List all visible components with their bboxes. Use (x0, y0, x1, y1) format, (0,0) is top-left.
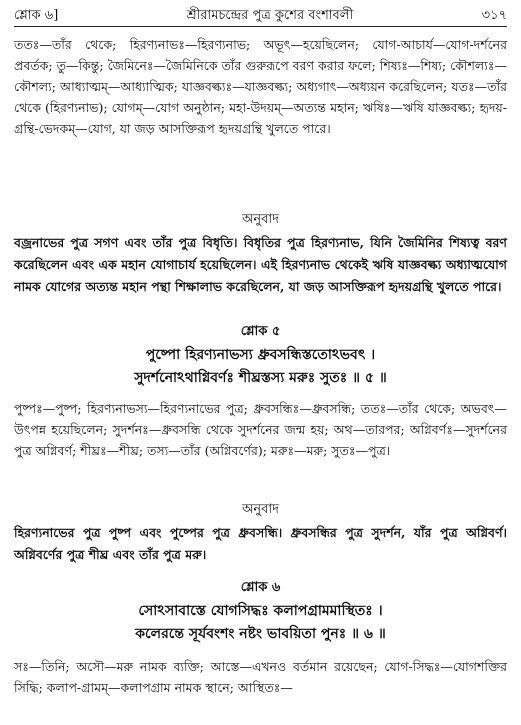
synonyms-verse-6: সঃ—তিনি; অসৌ—মরু নামক ব্যক্তি; আস্তে—এখনও বর্তমান রয়েছেন; যোগ-সিদ্ধঃ—যোগশক্তির সিদ্ধি; কলাপ-গ্রামম্—কলাপগ্রাম নামক স্থানে; আস্থিতঃ— (14, 659, 507, 695)
translation-heading-1: অনুবাদ (242, 212, 279, 227)
translation-text-1: বজ্রনাভের পুত্র সগণ এবং তাঁর পুত্র বিধৃতি। বিধৃতির পুত্র হিরণ্যনাভ, যিনি জৈমিনির শিষ্যত্ব বরণ করেছিলেন এবং এক মহান যোগাচার্য হয়েছিলেন। এই হিরণ্যনাভ থেকেই ঋষি যাজ্ঞবল্ক্য অধ্যাত্মযোগ নামক যোগের অত্যন্ত মহান পন্থা শিক্ষালাভ করেছিলেন, যা জড় আসক্তিরূপ হৃদয়গ্রন্থি খুলতে পারে। (14, 235, 507, 294)
translation-text-2: হিরণ্যনাভের পুত্র পুষ্প এবং পুষ্পের পুত্র ধ্রুবসন্ধি। ধ্রুবসন্ধির পুত্র সুদর্শন, যাঁর পুত্র অগ্নিবর্ণ। অগ্নিবর্ণের পুত্র শীঘ্র এবং তাঁর পুত্র মরু। (14, 525, 507, 562)
header-chapter-title: শ্রীরামচন্দ্রের পুত্র কুশের বংশাবলী (186, 8, 354, 23)
running-header (14, 6, 507, 27)
verse-6-line-2: কলেরন্তে সূর্যবংশং নষ্টং ভাবয়িতা পুনঃ ॥ ৬ ॥ (135, 626, 386, 642)
synonyms-top: ততঃ—তাঁর থেকে; হিরণ্যনাভঃ—হিরণ্যনাভ; অভূৎ—হয়েছিলেন; যোগ-আচার্য—যোগ-দর্শনের প্রবর্তক; তু—কিন্তু; জৈমিনেঃ—জৈমিনিকে তাঁর গুরুরূপে বরণ করার ফলে; শিষ্যঃ—শিষ্য; কৌশল্যঃ—কৌশল্য; আধ্যাত্মম্—আধ্যাত্মিক; যাজ্ঞবল্ক্যঃ—যাজ্ঞবল্ক্য; অধ্যগাৎ—অধ্যয়ন করেছিলেন; যতঃ—তাঁর থেকে (হিরণ্যনাভ); যোগম্—যোগ অনুষ্ঠান; মহা-উদয়ম্—অত্যন্ত মহান; ঋষিঃ—ঋষি যাজ্ঞবল্ক্য; হৃদয়-গ্রন্থি-ভেদকম্—যোগ, যা জড় আসক্তিরূপ হৃদয়গ্রন্থি খুলতে পারে। (14, 37, 507, 136)
header-verse-ref: শ্লোক ৬] (14, 8, 59, 23)
verse-5-line-2: সুদর্শনোঽথাগ্নিবর্ণঃ শীঘ্রস্তস্য মরুঃ সুতঃ ॥ ৫ ॥ (134, 370, 387, 386)
translation-heading-2: অনুবাদ (242, 502, 279, 517)
verse-6-heading: শ্লোক ৬ (240, 580, 281, 595)
synonyms-verse-5: পুষ্পঃ—পুষ্প; হিরণ্যনাভস্য—হিরণ্যনাভের পুত্র; ধ্রুবসন্ধিঃ—ধ্রুবসন্ধি; ততঃ—তাঁর থেকে; অভবৎ—উৎপন্ন হয়েছিলেন; সুদর্শনঃ—ধ্রুবসন্ধি থেকে সুদর্শনের জন্ম হয়; অথ—তারপর; অগ্নিবর্ণঃ—সুদর্শনের পুত্র অগ্নিবর্ণ; শীঘ্রঃ—শীঘ্র; তস্য—তাঁর (অগ্নিবর্ণের); মরুঃ—মরু; সুতঃ—পুত্র। (14, 401, 507, 458)
page-number: ৩১৭ (481, 8, 507, 23)
verse-5-heading: শ্লোক ৫ (240, 324, 281, 339)
verse-5-line-1: পুষ্পো হিরণ্যনাভস্য ধ্রুবসন্ধিস্ততোঽভবৎ । (145, 347, 376, 363)
verse-6-line-1: সোঽসাবাস্তে যোগসিদ্ধঃ কলাপগ্রামমাস্থিতঃ । (138, 603, 383, 619)
header-rule (14, 26, 507, 27)
